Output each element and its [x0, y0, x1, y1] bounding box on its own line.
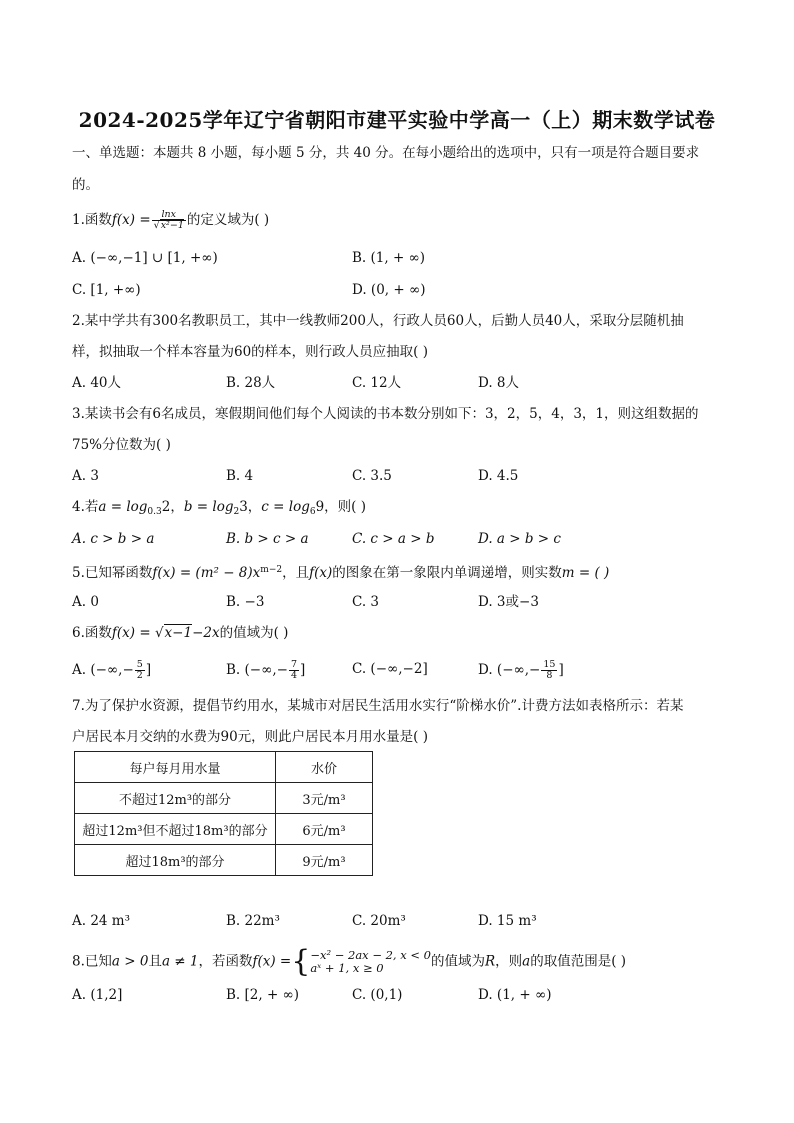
q1-fraction: $\frac{\ln x}{\text{√x²−1}}$: [153, 209, 184, 231]
question-3-line-1: 3.某读书会有6名成员，寒假期间他们每个人阅读的书本数分别如下：3，2，5，4，3，1，则这组数据的: [72, 406, 699, 422]
q1-option-b: B. (1, + ∞): [352, 250, 426, 266]
question-1: 1.函数f(x) = $\frac{\ln x}{\text{√x²−1}}$ 的定义域为( ): [72, 209, 270, 231]
water-price-table: [74, 751, 373, 876]
piecewise-function: −x² − 2ax − 2, x < 0 aˣ + 1, x ≥ 0: [310, 948, 431, 975]
q1-option-d: D. (0, + ∞): [352, 282, 426, 298]
question-8: 8.已知a > 0且a ≠ 1，若函数f(x) ={ −x² − 2ax − 2, x < 0 aˣ + 1, x ≥ 0 的值域为R，则a的取值范围是( ): [72, 944, 627, 979]
q3-option-a: A. 3: [72, 468, 99, 484]
section-instructions-line-1: 一、单选题：本题共 8 小题，每小题 5 分，共 40 分。在每小题给出的选项中，只有一项是符合题目要求: [72, 145, 700, 161]
q1-option-a: A. (−∞,−1] ∪ [1, +∞): [72, 250, 218, 266]
question-3-line-2: 75%分位数为( ): [72, 437, 171, 453]
q4-option-d: D. a > b > c: [478, 531, 561, 547]
table-cell: 超过18m³的部分: [75, 845, 276, 876]
q7-option-a: A. 24 m³: [72, 913, 131, 929]
q3-option-d: D. 4.5: [478, 468, 519, 484]
exam-title: 2024-2025学年辽宁省朝阳市建平实验中学高一（上）期末数学试卷: [78, 108, 716, 132]
q2-option-d: D. 8人: [478, 375, 520, 391]
q6-option-c: C. (−∞,−2]: [352, 661, 428, 677]
table-cell: 超过12m³但不超过18m³的部分: [75, 814, 276, 845]
table-cell: 6元/m³: [276, 814, 373, 845]
table-row: [75, 814, 373, 845]
section-instructions-line-2: 的。: [72, 177, 99, 193]
question-4: 4.若$a = \log_{0.3}2$，$b = \log_23$，$c = \log_69$，则( ): [72, 499, 366, 517]
question-7-line-2: 户居民本月交纳的水费为90元，则此户居民本月用水量是( ): [72, 729, 429, 745]
q3-option-b: B. 4: [226, 468, 254, 484]
q8-option-d: D. (1, + ∞): [478, 987, 552, 1003]
question-2-line-2: 样，拟抽取一个样本容量为60的样本，则行政人员应抽取( ): [72, 344, 429, 360]
q6-option-a: A. (−∞,− $\frac{5}{2}$ ]: [72, 659, 152, 681]
table-cell: 9元/m³: [276, 845, 373, 876]
q7-option-c: C. 20m³: [352, 913, 406, 929]
q7-option-b: B. 22m³: [226, 913, 280, 929]
q5-option-a: A. 0: [72, 594, 99, 610]
q8-option-c: C. (0,1): [352, 987, 403, 1003]
q5-option-d: D. 3或−3: [478, 594, 539, 610]
table-row: [75, 783, 373, 814]
question-7-line-1: 7.为了保护水资源，提倡节约用水，某城市对居民生活用水实行“阶梯水价”.计费方法如表格所示：若某: [72, 698, 684, 714]
table-row: [75, 845, 373, 876]
q2-option-b: B. 28人: [226, 375, 276, 391]
q1-option-c: C. [1, +∞): [72, 282, 141, 298]
q2-option-c: C. 12人: [352, 375, 402, 391]
q8-option-a: A. (1,2]: [72, 987, 123, 1003]
q2-option-a: A. 40人: [72, 375, 122, 391]
q6-option-b: B. (−∞,− $\frac{7}{4}$ ]: [226, 659, 306, 681]
question-6: 6.函数f(x) = √x−1−2x的值域为( ): [72, 625, 289, 641]
q6-option-d: D. (−∞,− $\frac{15}{8}$ ]: [478, 659, 564, 681]
question-5: 5.已知幂函数$f(x) = (m^2 - 8)x^{m-2}$，且f(x)的图象在第一象限内单调递增，则实数m = ( ): [72, 565, 610, 581]
q3-option-c: C. 3.5: [352, 468, 392, 484]
table-cell: 3元/m³: [276, 783, 373, 814]
q8-option-b: B. [2, + ∞): [226, 987, 300, 1003]
q5-option-c: C. 3: [352, 594, 380, 610]
q5-option-b: B. −3: [226, 594, 265, 610]
q4-option-b: B. b > c > a: [226, 531, 309, 547]
q4-option-a: A. c > b > a: [72, 531, 155, 547]
table-header-cell: 水价: [276, 752, 373, 783]
table-header-row: [75, 752, 373, 783]
q4-option-c: C. c > a > b: [352, 531, 435, 547]
table-cell: 不超过12m³的部分: [75, 783, 276, 814]
table-header-cell: 每户每月用水量: [75, 752, 276, 783]
q7-option-d: D. 15 m³: [478, 913, 537, 929]
question-2-line-1: 2.某中学共有300名教职员工，其中一线教师200人，行政人员60人，后勤人员40人，采取分层随机抽: [72, 313, 684, 329]
piecewise-brace: {: [291, 944, 311, 979]
